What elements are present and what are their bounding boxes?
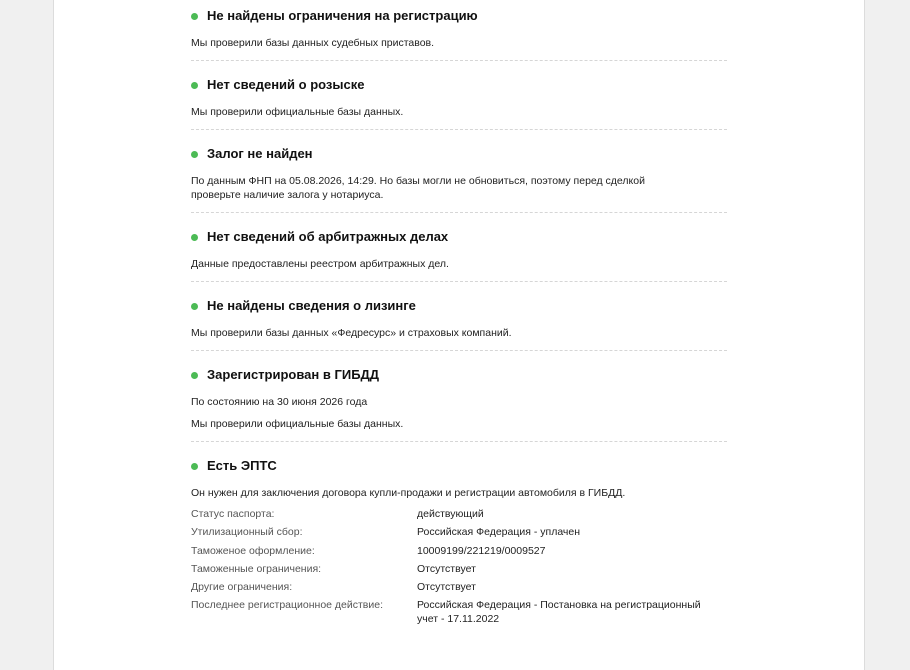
section-arbitration (191, 213, 727, 282)
detail-value: Российская Федерация - уплачен (417, 526, 581, 539)
section-title: Не найдены ограничения на регистрацию (207, 8, 478, 23)
section-pledge (191, 130, 727, 213)
section-gibdd-registration (191, 351, 727, 442)
description-line: По данным ФНП на 05.08.2026, 14:29. Но базы могли не обновиться, поэтому перед сделкой (191, 175, 645, 187)
section-title: Есть ЭПТС (207, 458, 277, 473)
detail-row (191, 507, 727, 521)
section-description: Мы проверили базы данных «Федресурс» и страховых компаний. (191, 327, 512, 339)
section-header (191, 365, 727, 385)
detail-value-line: учет - 17.11.2022 (417, 613, 500, 626)
section-registration-restrictions (191, 0, 727, 61)
detail-value-line: Российская Федерация - Постановка на регистрационный (417, 599, 701, 612)
detail-key: Последнее регистрационное действие: (191, 599, 384, 612)
detail-key: Таможеное оформление: (191, 544, 315, 557)
status-ok-icon (191, 463, 198, 470)
detail-row (191, 580, 727, 594)
section-title: Нет сведений о розыске (207, 77, 365, 92)
report-checks-list (191, 0, 727, 641)
detail-key: Таможенные ограничения: (191, 562, 322, 575)
status-ok-icon (191, 151, 198, 158)
section-header (191, 296, 727, 316)
status-ok-icon (191, 234, 198, 241)
detail-value: действующий (417, 508, 484, 520)
detail-value: Отсутствует (417, 562, 476, 575)
section-header (191, 75, 727, 95)
section-title: Нет сведений об арбитражных делах (207, 229, 449, 244)
section-title: Не найдены сведения о лизинге (207, 298, 416, 313)
epts-details-table (191, 507, 727, 626)
section-description: Данные предоставлены реестром арбитражных дел. (191, 258, 449, 270)
status-ok-icon (191, 13, 198, 20)
section-description: Мы проверили официальные базы данных. (191, 106, 404, 118)
detail-row (191, 544, 727, 558)
detail-row (191, 525, 727, 539)
section-description (191, 174, 727, 202)
section-leasing (191, 282, 727, 351)
section-header (191, 6, 727, 26)
section-description: По состоянию на 30 июня 2026 года (191, 396, 368, 408)
section-description: Мы проверили базы данных судебных приставов. (191, 37, 435, 49)
detail-key: Статус паспорта: (191, 508, 275, 520)
detail-row (191, 562, 727, 576)
detail-key: Другие ограничения: (191, 581, 293, 594)
section-wanted (191, 61, 727, 130)
detail-key: Утилизационный сбор: (191, 526, 303, 539)
description-line: проверьте наличие залога у нотариуса. (191, 189, 384, 201)
section-title: Залог не найден (207, 146, 313, 161)
status-ok-icon (191, 372, 198, 379)
section-title: Зарегистрирован в ГИБДД (207, 367, 380, 382)
section-header (191, 456, 727, 476)
detail-row (191, 598, 727, 626)
section-description: Он нужен для заключения договора купли-продажи и регистрации автомобиля в ГИБДД. (191, 487, 626, 499)
detail-value: 10009199/221219/0009527 (417, 544, 546, 557)
report-page (53, 0, 865, 670)
section-epts (191, 442, 727, 641)
detail-value: Отсутствует (417, 581, 476, 594)
detail-value (417, 598, 727, 626)
section-header (191, 227, 727, 247)
status-ok-icon (191, 303, 198, 310)
status-ok-icon (191, 82, 198, 89)
section-header (191, 144, 727, 164)
section-description: Мы проверили официальные базы данных. (191, 418, 404, 430)
